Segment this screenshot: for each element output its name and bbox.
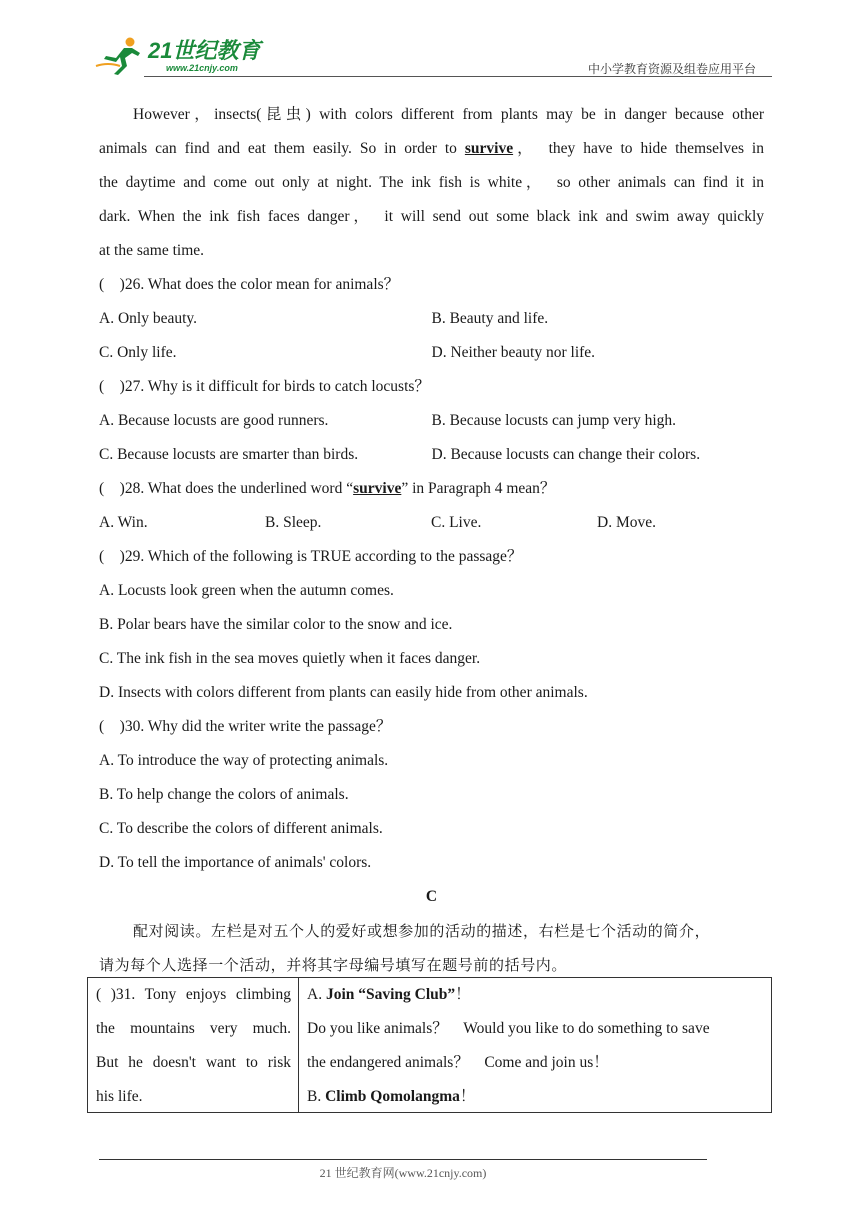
option-a: A. To introduce the way of protecting animals. <box>99 752 389 769</box>
option-b: B. Polar bears have the similar color to the snow and ice. <box>99 616 453 633</box>
page-header <box>88 30 772 78</box>
question-30: ( )30. Why did the writer write the passage？ <box>99 718 392 735</box>
footer-divider <box>99 1159 707 1160</box>
table-cell-line: the endangered animals？ Come and join us！ <box>307 1054 609 1071</box>
page-content <box>99 98 764 982</box>
passage-line: However，insects(昆虫) with colors different from plants may be in danger because other <box>133 106 764 123</box>
header-divider <box>144 76 772 77</box>
passage-line: at the same time. <box>99 242 205 259</box>
option-d: D. Because locusts can change their colors. <box>431 446 701 463</box>
header-platform-text: 中小学教育资源及组卷应用平台 <box>587 62 756 76</box>
table-cell-line: Do you like animals？ Would you like to do something to save <box>307 1020 710 1037</box>
option-b: B. To help change the colors of animals. <box>99 786 349 803</box>
section-intro: 配对阅读。左栏是对五个人的爱好或想参加的活动的描述，右栏是七个活动的简介， <box>133 922 711 940</box>
logo-sub-text: www.21cnjy.com <box>166 63 238 73</box>
site-logo <box>94 34 260 78</box>
option-a: A. Locusts look green when the autumn comes. <box>99 582 394 599</box>
table-cell-line: his life. <box>96 1088 143 1105</box>
table-cell-line: But he doesn't want to risk <box>96 1054 291 1071</box>
question-29: ( )29. Which of the following is TRUE according to the passage？ <box>99 548 523 565</box>
activity-a-title: A. Join “Saving Club”！ <box>307 986 471 1003</box>
passage-line: the daytime and come out only at night. The ink fish is white， so other animals can find it in <box>99 174 764 191</box>
option-a: A. Win. <box>99 514 148 531</box>
option-a: A. Because locusts are good runners. <box>99 412 329 429</box>
options-row <box>99 336 764 370</box>
table-left-column <box>88 978 299 1112</box>
options-row <box>99 438 764 472</box>
matching-table <box>87 977 772 1113</box>
option-a: A. Only beauty. <box>99 310 198 327</box>
option-c: C. Live. <box>431 514 482 531</box>
option-d: D. Insects with colors different from plants can easily hide from other animals. <box>99 684 588 701</box>
option-c: C. To describe the colors of different animals. <box>99 820 383 837</box>
logo-main-text: 21世纪教育 <box>148 38 261 63</box>
activity-b-title: B. Climb Qomolangma！ <box>307 1088 476 1105</box>
section-intro: 请为每个人选择一个活动，并将其字母编号填写在题号前的括号内。 <box>99 956 568 974</box>
option-b: B. Because locusts can jump very high. <box>431 412 677 429</box>
question-26: ( )26. What does the color mean for animals？ <box>99 276 400 293</box>
passage-line: dark. When the ink fish faces danger， it will send out some black ink and swim away quickly <box>99 208 764 225</box>
underlined-word: survive <box>353 480 402 497</box>
section-title: C <box>425 888 438 905</box>
table-right-column <box>299 978 771 1112</box>
option-b: B. Beauty and life. <box>431 310 549 327</box>
page-footer: 21 世纪教育网(www.21cnjy.com) <box>319 1166 487 1180</box>
option-c: C. The ink fish in the sea moves quietly when it faces danger. <box>99 650 481 667</box>
option-d: D. To tell the importance of animals' colors. <box>99 854 372 871</box>
question-27: ( )27. Why is it difficult for birds to catch locusts？ <box>99 378 430 395</box>
option-b: B. Sleep. <box>265 514 322 531</box>
underlined-word: survive <box>464 140 514 157</box>
table-cell-line: the mountains very much. <box>96 1020 291 1037</box>
option-d: D. Neither beauty nor life. <box>431 344 596 361</box>
option-c: C. Because locusts are smarter than birds. <box>99 446 359 463</box>
option-c: C. Only life. <box>99 344 177 361</box>
options-row <box>99 302 764 336</box>
passage-line: animals can find and eat them easily. So in order to survive， they have to hide themselves in <box>99 140 764 157</box>
table-cell-line: ( )31. Tony enjoys climbing <box>96 986 291 1003</box>
options-row <box>99 506 764 540</box>
options-row <box>99 404 764 438</box>
option-d: D. Move. <box>597 514 656 531</box>
runner-logo-icon <box>94 36 144 76</box>
question-28: ( )28. What does the underlined word “survive” in Paragraph 4 mean？ <box>99 480 556 497</box>
